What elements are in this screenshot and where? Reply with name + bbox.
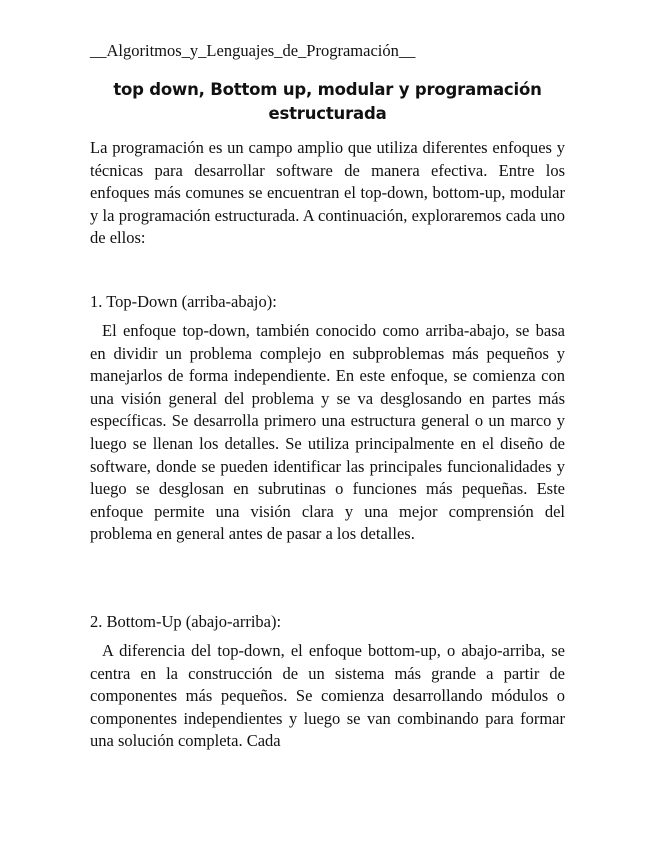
- running-header: __Algoritmos_y_Lenguajes_de_Programación__: [90, 41, 416, 60]
- section-body-top-down: El enfoque top-down, también conocido como arriba-abajo, se basa en dividir un problema complejo en subproblemas más pequeños y manejarlos de forma independiente. En este enfoque, se comienza con una visión general del problema y se va desglosando en partes más específicas. Se desarrolla primero una estructura general o un marco y luego se llenan los detalles. Se utiliza principalmente en el diseño de software, donde se pueden identificar las principales funcionalidades y luego se desglosan en subrutinas o funciones más pequeñas. Este enfoque permite una visión clara y una mejor comprensión del problema en general antes de pasar a los detalles.: [90, 321, 565, 544]
- section-heading-top-down: 1. Top-Down (arriba-abajo):: [90, 292, 277, 311]
- document-title: top down, Bottom up, modular y programación estructurada: [113, 80, 542, 123]
- section-heading-bottom-up: 2. Bottom-Up (abajo-arriba):: [90, 612, 282, 631]
- intro-paragraph: La programación es un campo amplio que utiliza diferentes enfoques y técnicas para desarrollar software de manera efectiva. Entre los enfoques más comunes se encuentran el top-down, bottom-up, modular y la programación estructurada. A continuación, exploraremos cada uno de ellos:: [90, 138, 565, 248]
- section-body-bottom-up: A diferencia del top-down, el enfoque bottom-up, o abajo-arriba, se centra en la construcción de un sistema más grande a partir de componentes más pequeños. Se comienza desarrollando módulos o componentes independientes y luego se van combinando para formar una solución completa. Cada: [90, 641, 565, 751]
